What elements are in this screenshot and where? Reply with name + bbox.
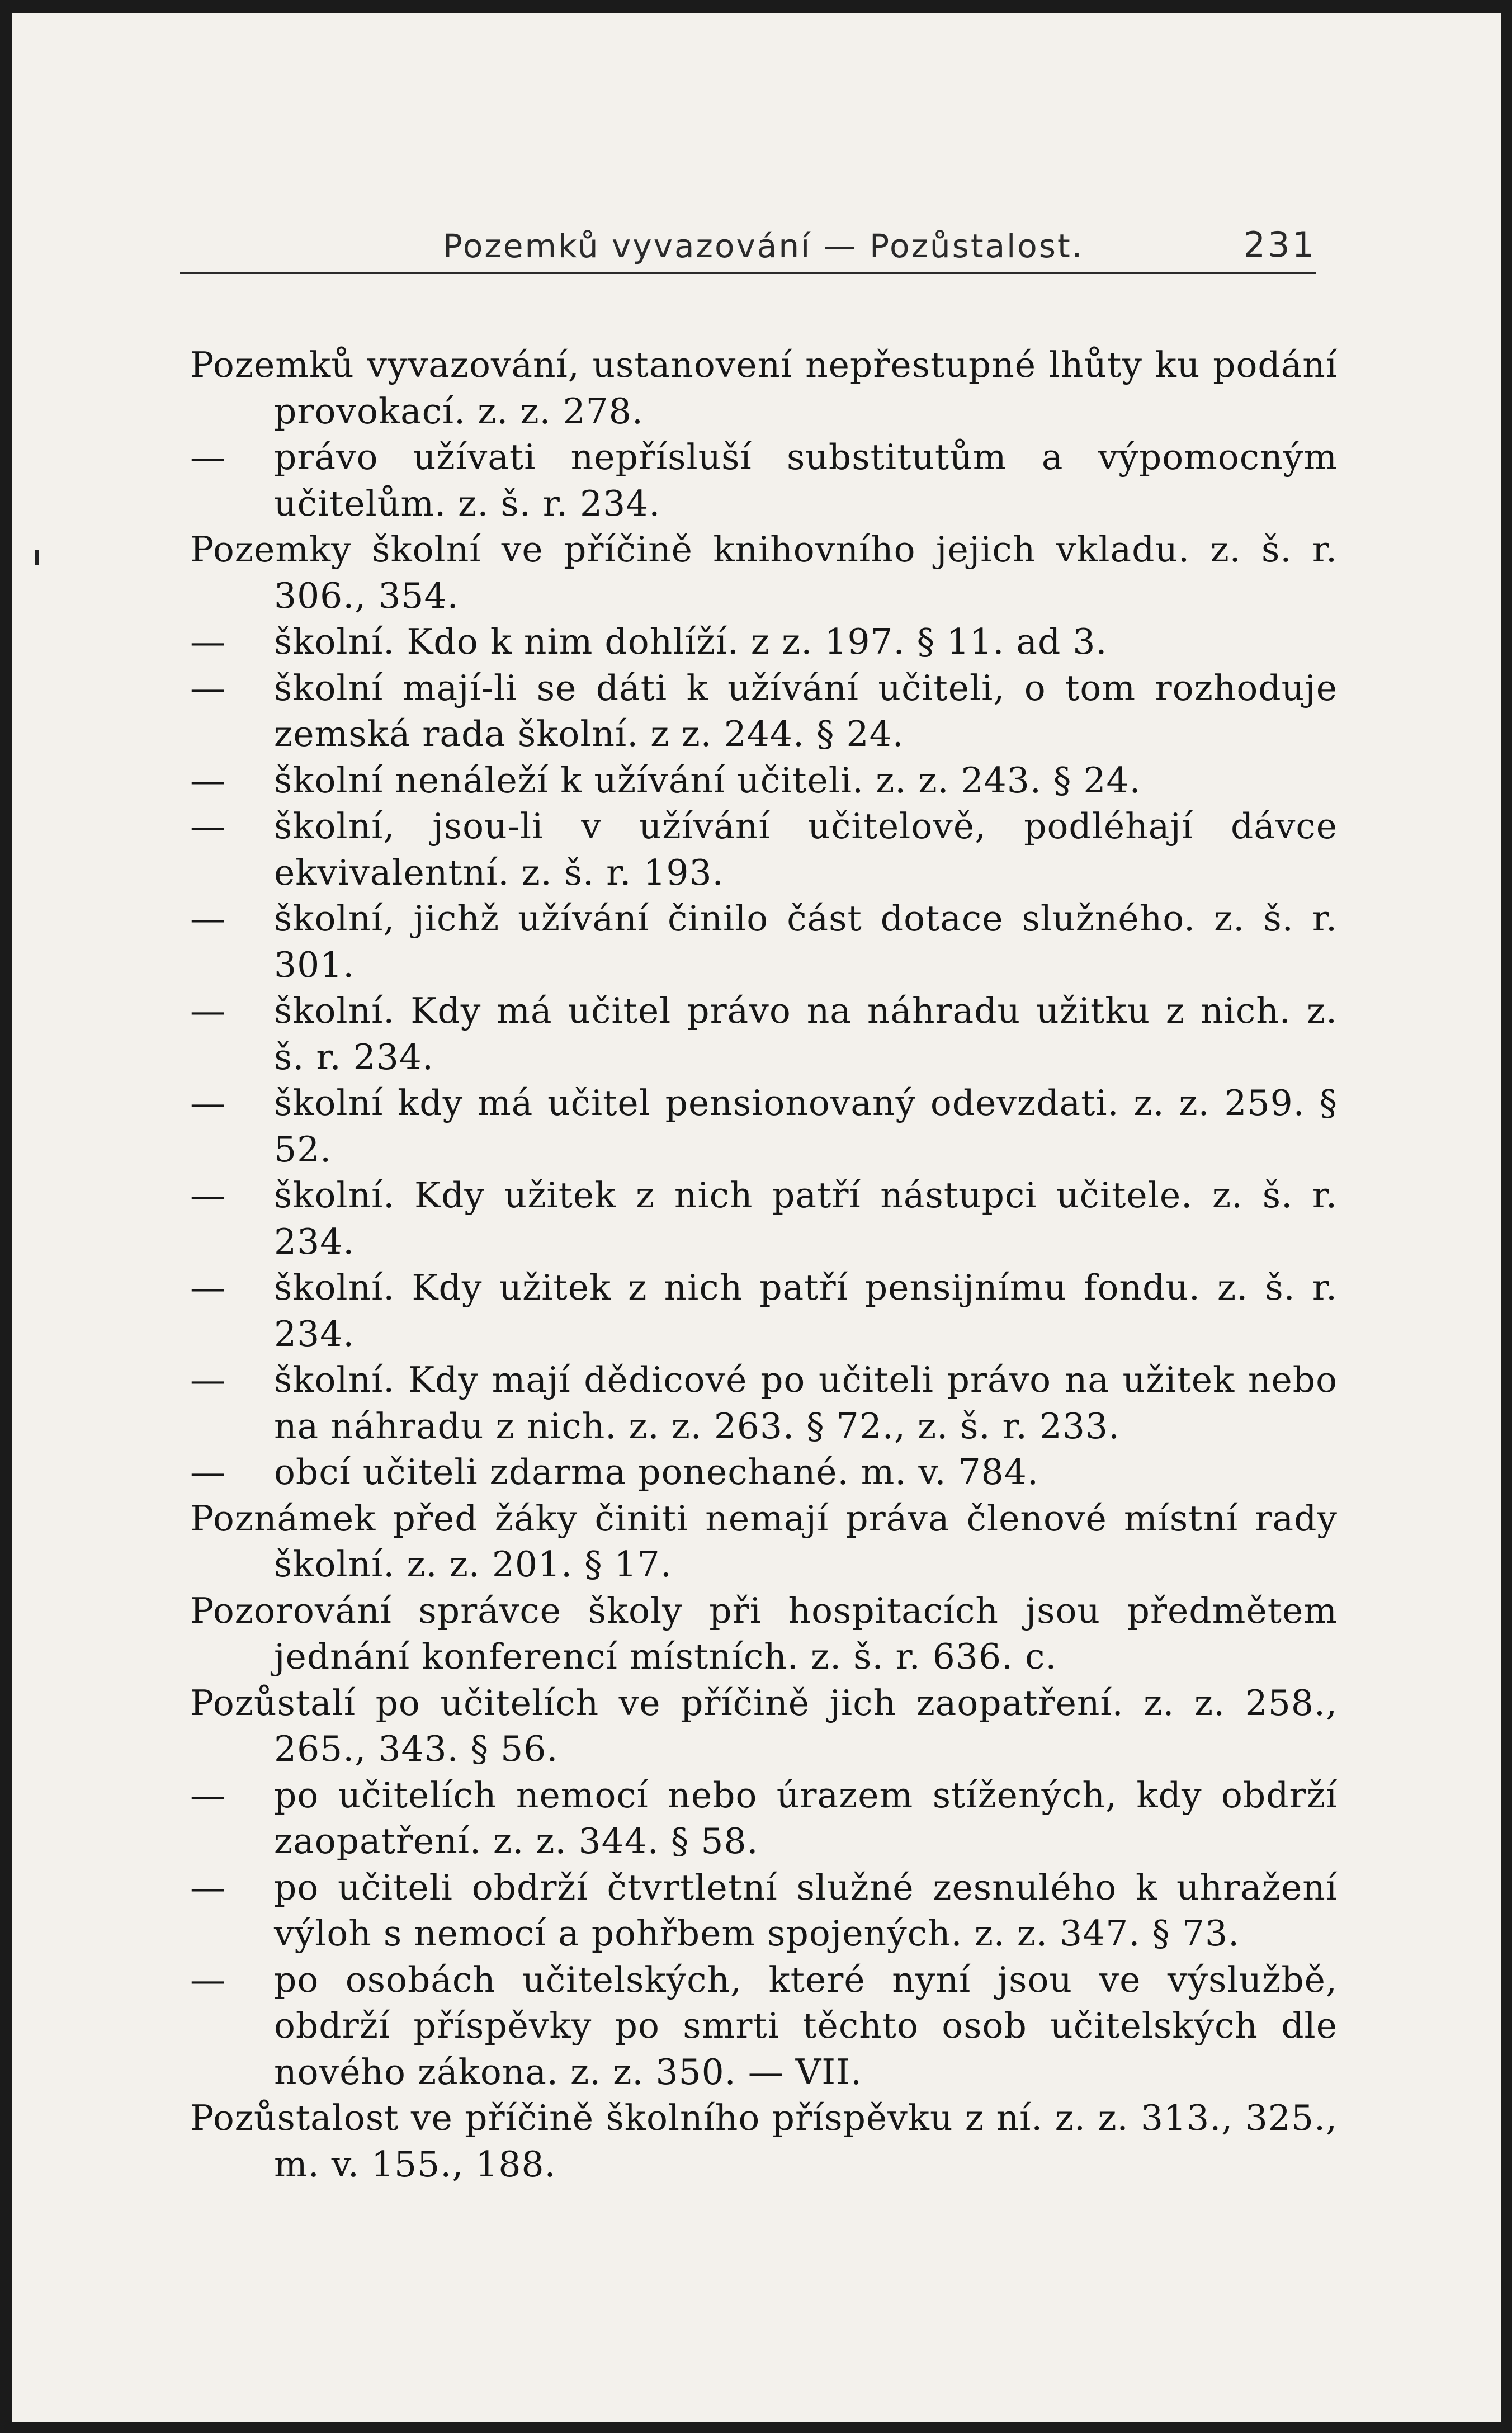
- entry-text: po učiteli obdrží čtvrtletní služné zesnulého k uhražení výloh s nemocí a pohřbem spojených. z. z. 347. § 73.: [274, 1867, 1338, 1954]
- entry-text: Pozemky školní ve příčině knihovního jejich vkladu. z. š. r. 306., 354.: [190, 529, 1338, 616]
- entry-dash: —: [190, 667, 226, 708]
- index-entry: [190, 342, 1338, 434]
- entry-text: po osobách učitelských, které nyní jsou ve výslužbě, obdrží příspěvky po smrti těchto osob učitelských dle nového zákona. z. z. 350. — VII.: [274, 1959, 1338, 2092]
- index-entry: [190, 988, 1338, 1080]
- header-rule: [180, 272, 1316, 274]
- entry-dash: —: [190, 806, 226, 847]
- index-entry: [190, 1265, 1338, 1357]
- entry-dash: —: [190, 1359, 226, 1400]
- index-entry: [190, 1865, 1338, 1957]
- index-entry: [190, 1496, 1338, 1588]
- entry-text: školní kdy má učitel pensionovaný odevzdati. z. z. 259. § 52.: [274, 1083, 1338, 1170]
- entry-text: Poznámek před žáky činiti nemají práva členové místní rady školní. z. z. 201. § 17.: [190, 1497, 1338, 1585]
- entry-dash: —: [190, 437, 226, 478]
- entry-text: školní. Kdy má učitel právo na náhradu užitku z nich. z. š. r. 234.: [274, 990, 1338, 1078]
- entry-dash: —: [190, 1959, 226, 2000]
- index-entry: [190, 1449, 1338, 1496]
- index-entry: [190, 527, 1338, 619]
- index-entry: [190, 1773, 1338, 1865]
- entry-text: školní. Kdy užitek z nich patří nástupci učitele. z. š. r. 234.: [274, 1175, 1338, 1262]
- entry-text: právo užívati nepřísluší substitutům a výpomocným učitelům. z. š. r. 234.: [274, 437, 1338, 524]
- binding-mark: [35, 550, 39, 565]
- entry-text: školní. Kdy mají dědicové po učiteli právo na užitek nebo na náhradu z nich. z. z. 263. § 72., z. š. r. 233.: [274, 1359, 1338, 1447]
- entry-text: Pozemků vyvazování, ustanovení nepřestupné lhůty ku podání provokací. z. z. 278.: [190, 344, 1338, 432]
- index-entry: [190, 896, 1338, 988]
- entry-text: Pozorování správce školy při hospitacích jsou předmětem jednání konferencí místních. z. š. r. 636. c.: [190, 1590, 1338, 1677]
- entry-dash: —: [190, 898, 226, 939]
- entry-dash: —: [190, 621, 226, 662]
- index-entry: [190, 1680, 1338, 1773]
- entry-dash: —: [190, 1083, 226, 1123]
- page-header: [180, 204, 1316, 265]
- entry-text: školní. Kdo k nim dohlíží. z z. 197. § 11. ad 3.: [274, 621, 1108, 662]
- entry-text: Pozůstalost ve příčině školního příspěvku z ní. z. z. 313., 325., m. v. 155., 188.: [190, 2097, 1338, 2185]
- entry-dash: —: [190, 1267, 226, 1308]
- book-page: [12, 13, 1501, 2422]
- entry-dash: —: [190, 1452, 226, 1492]
- index-entry: [190, 1588, 1338, 1680]
- entry-dash: —: [190, 759, 226, 801]
- entry-text: školní, jichž užívání činilo část dotace služného. z. š. r. 301.: [274, 898, 1338, 985]
- entry-text: školní nenáleží k užívání učiteli. z. z. 243. § 24.: [274, 759, 1141, 801]
- index-entry: [190, 1957, 1338, 2096]
- entry-dash: —: [190, 1774, 226, 1816]
- index-entry: [190, 2095, 1338, 2188]
- page-number: 231: [1243, 224, 1316, 265]
- entry-dash: —: [190, 1175, 226, 1216]
- entry-text: školní. Kdy užitek z nich patří pensijnímu fondu. z. š. r. 234.: [274, 1267, 1338, 1354]
- index-entry: [190, 434, 1338, 527]
- entry-text: po učitelích nemocí nebo úrazem stížených, kdy obdrží zaopatření. z. z. 344. § 58.: [274, 1774, 1338, 1862]
- entry-text: Pozůstalí po učitelích ve příčině jich zaopatření. z. z. 258., 265., 343. § 56.: [190, 1682, 1338, 1769]
- index-entry: [190, 1080, 1338, 1173]
- entry-text: obcí učiteli zdarma ponechané. m. v. 784.: [274, 1452, 1039, 1492]
- index-entry: [190, 1173, 1338, 1265]
- running-head: Pozemků vyvazování — Pozůstalost.: [443, 227, 1084, 265]
- index-entry: [190, 804, 1338, 896]
- index-entry: [190, 619, 1338, 665]
- entry-dash: —: [190, 990, 226, 1031]
- index-entry: [190, 1357, 1338, 1449]
- entry-text: školní, jsou-li v užívání učitelově, podléhají dávce ekvivalentní. z. š. r. 193.: [274, 806, 1338, 893]
- entry-dash: —: [190, 1867, 226, 1908]
- index-entry: [190, 758, 1338, 804]
- entry-text: školní mají-li se dáti k užívání učiteli, o tom rozhoduje zemská rada školní. z z. 244. § 24.: [274, 667, 1338, 754]
- index-entry: [190, 665, 1338, 758]
- index-entries: [190, 342, 1338, 2188]
